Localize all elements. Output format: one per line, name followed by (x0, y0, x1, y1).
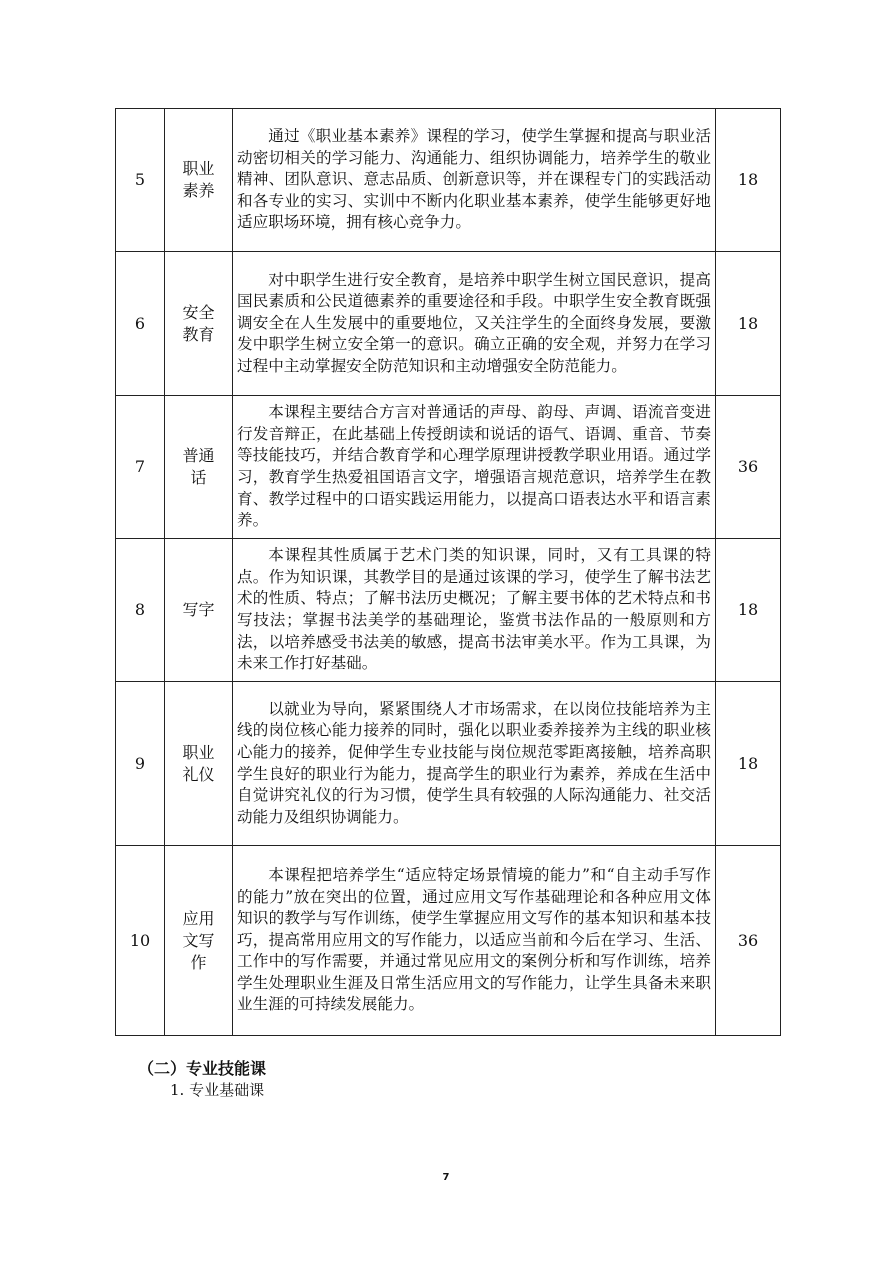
table-row (116, 682, 781, 846)
page-number: 7 (442, 1172, 450, 1183)
section-heading: （二）专业技能课 (138, 1059, 267, 1078)
course-number: 9 (116, 682, 165, 846)
course-description: 对中职学生进行安全教育，是培养中职学生树立国民意识，提高国民素质和公民道德素养的重要途径和手段。中职学生安全教育既强调安全在人生发展中的重要地位，又关注学生的全面终身发展，要激发中职学生树立安全第一的意识。确立正确的安全观，并努力在学习过程中主动掌握安全防范知识和主动增强安全防范能力。 (237, 270, 711, 375)
course-number: 10 (116, 846, 165, 1036)
course-description: 通过《职业基本素养》课程的学习，使学生掌握和提高与职业活动密切相关的学习能力、沟通能力、组织协调能力，培养学生的敬业精神、团队意识、意志品质、创新意识等，并在课程专门的实践活动和各专业的实习、实训中不断内化职业基本素养，使学生能够更好地适应职场环境，拥有核心竞争力。 (237, 127, 711, 232)
course-description: 以就业为导向，紧紧围绕人才市场需求，在以岗位技能培养为主线的岗位核心能力接养的同时，强化以职业委养接养为主线的职业核心能力的接养，促伸学生专业技能与岗位规范零距离接触，培养高职学生良好的职业行为能力，提高学生的职业行为素养，养成在生活中自觉讲究礼仪的行为习惯，使学生具有较强的人际沟通能力、社交活动能力及组织协调能力。 (237, 699, 711, 826)
course-description: 本课程把培养学生“适应特定场景情境的能力”和“自主动手写作的能力”放在突出的位置，通过应用文写作基础理论和各种应用文体知识的教学与写作训练，使学生掌握应用文写作的基本知识和基本技巧，提高常用应用文的写作能力，以适应当前和今后在学习、生活、工作中的写作需要，并通过常见应用文的案例分析和写作训练，培养学生处理职业生涯及日常生活应用文的写作能力，让学生具备未来职业生涯的可持续发展能力。 (237, 865, 711, 1014)
course-number: 7 (116, 396, 165, 539)
table-row (116, 109, 781, 252)
course-name: 职业礼仪 (182, 742, 215, 784)
table-row (116, 252, 781, 396)
course-number: 5 (116, 109, 165, 252)
course-name: 安全教育 (182, 302, 215, 344)
course-description: 本课程主要结合方言对普通话的声母、韵母、声调、语流音变进行发音辩正，在此基础上传授朗读和说话的语气、语调、重音、节奏等技能技巧，并结合教育学和心理学原理讲授教学职业用语。通过学习，教育学生热爱祖国语言文字，增强语言规范意识，培养学生在教育、教学过程中的口语实践运用能力，以提高口语表达水平和语言素养。 (237, 403, 711, 530)
table-row (116, 539, 781, 682)
course-table (115, 108, 781, 1036)
course-hours: 18 (716, 682, 781, 846)
course-number: 6 (116, 252, 165, 396)
table-row (116, 846, 781, 1036)
course-description: 本课程其性质属于艺术门类的知识课，同时，又有工具课的特点。作为知识课，其教学目的是通过该课的学习，使学生了解书法艺术的性质、特点；了解书法历史概况；了解主要书体的艺术特点和书写技法；掌握书法美学的基础理论，鉴赏书法作品的一般原则和方法，以培养感受书法美的敏感，提高书法审美水平。作为工具课，为未来工作打好基础。 (237, 546, 711, 673)
course-hours: 36 (716, 846, 781, 1036)
course-hours: 18 (716, 109, 781, 252)
course-number: 8 (116, 539, 165, 682)
course-name: 职业素养 (182, 159, 215, 200)
course-name: 普通话 (182, 446, 215, 487)
course-name: 应用文写作 (182, 908, 215, 972)
table-row (116, 396, 781, 539)
course-hours: 18 (716, 539, 781, 682)
course-hours: 36 (716, 396, 781, 539)
subsection-heading: 1. 专业基础课 (170, 1081, 265, 1099)
course-hours: 18 (716, 252, 781, 396)
course-name: 写字 (182, 600, 215, 619)
